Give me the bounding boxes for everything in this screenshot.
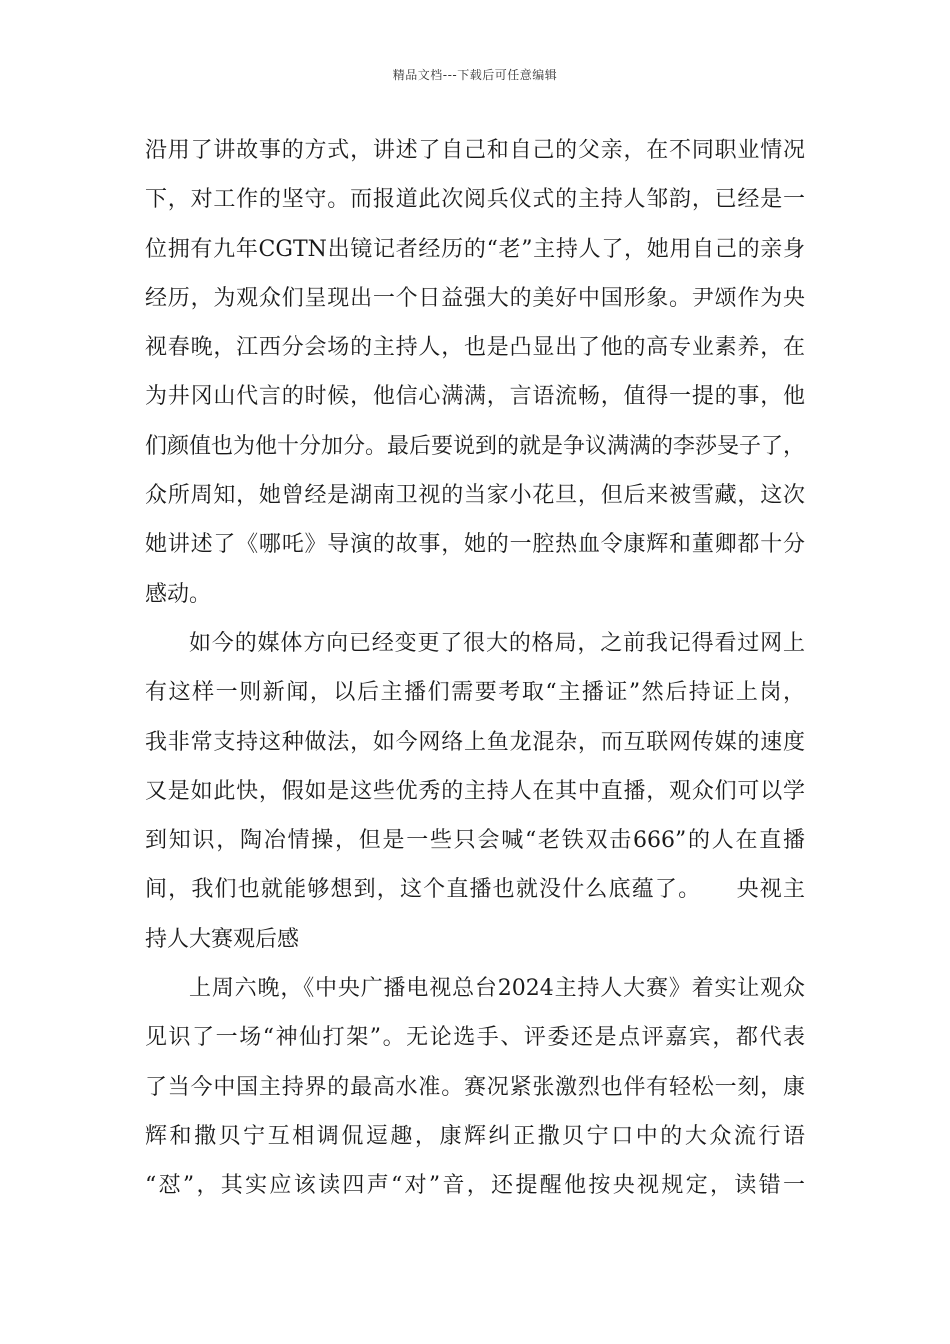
- text-line-content: 上周六晚，《中央广播电视总台2024主持人大赛》着实让观众: [189, 976, 805, 1002]
- text-line: [0, 619, 950, 668]
- text-line-content: 了当今中国主持界的最高水准。赛况紧张激烈也伴有轻松一刻，康: [145, 1074, 805, 1100]
- text-line-content: 经历，为观众们呈现出一个日益强大的美好中国形象。尹颂作为央: [145, 285, 805, 311]
- text-line-content: 如今的媒体方向已经变更了很大的格局，之前我记得看过网上: [189, 630, 805, 656]
- text-line: [0, 570, 950, 619]
- text-line-content: 沿用了讲故事的方式，讲述了自己和自己的父亲，在不同职业情况: [145, 138, 805, 163]
- text-line: [0, 865, 950, 914]
- text-line-content: 她讲述了《哪吒》导演的故事，她的一腔热血令康辉和董卿都十分: [145, 532, 805, 558]
- text-line: [0, 225, 950, 274]
- text-line-content: “怼”，其实应该读四声“对”音，还提醒他按央视规定，读错一: [145, 1173, 805, 1199]
- text-line: [0, 422, 950, 471]
- text-line-content: 为井冈山代言的时候，他信心满满，言语流畅，值得一提的事，他: [145, 384, 805, 410]
- text-line: [0, 471, 950, 520]
- text-line: [0, 520, 950, 569]
- text-line-content: 视春晚，江西分会场的主持人，也是凸显出了他的高专业素养，在: [145, 335, 805, 361]
- text-line-content: 们颜值也为他十分加分。最后要说到的就是争议满满的李莎旻子了，: [145, 433, 806, 459]
- text-line: [0, 767, 950, 816]
- text-line: [0, 1112, 950, 1161]
- text-line: [0, 372, 950, 421]
- text-line-content: 间，我们也就能够想到，这个直播也就没什么底蕴了。 央视主: [145, 877, 805, 903]
- text-line-content: 感动。: [145, 581, 212, 607]
- text-line-content: 到知识，陶冶情操，但是一些只会喊“老铁双击666”的人在直播: [145, 828, 805, 854]
- text-line-content: 持人大赛观后感: [145, 926, 300, 952]
- text-line: [0, 816, 950, 865]
- document-body: [0, 126, 950, 1211]
- text-line: [0, 668, 950, 717]
- text-line: [0, 1013, 950, 1062]
- text-line: [0, 126, 950, 175]
- text-line-content: 众所周知，她曾经是湖南卫视的当家小花旦，但后来被雪藏，这次: [145, 483, 805, 509]
- text-line: [0, 718, 950, 767]
- text-line-content: 又是如此快，假如是这些优秀的主持人在其中直播，观众们可以学: [145, 778, 805, 804]
- text-line: [0, 175, 950, 224]
- page-header: 精品文档---下载后可任意编辑: [392, 68, 558, 82]
- text-line: [0, 964, 950, 1013]
- text-line-content: 见识了一场“神仙打架”。无论选手、评委还是点评嘉宾，都代表: [145, 1025, 805, 1051]
- text-line: [0, 915, 950, 964]
- text-line: [0, 1063, 950, 1112]
- text-line-content: 下，对工作的坚守。而报道此次阅兵仪式的主持人邹韵，已经是一: [145, 187, 805, 213]
- text-line-content: 我非常支持这种做法，如今网络上鱼龙混杂，而互联网传媒的速度: [145, 729, 805, 755]
- text-line: [0, 323, 950, 372]
- text-line: [0, 274, 950, 323]
- text-line-content: 位拥有九年CGTN出镜记者经历的“老”主持人了，她用自己的亲身: [145, 236, 805, 262]
- text-line-content: 辉和撒贝宁互相调侃逗趣，康辉纠正撒贝宁口中的大众流行语: [145, 1123, 805, 1149]
- text-line: [0, 1161, 950, 1210]
- text-line-content: 有这样一则新闻，以后主播们需要考取“主播证”然后持证上岗，: [145, 680, 805, 706]
